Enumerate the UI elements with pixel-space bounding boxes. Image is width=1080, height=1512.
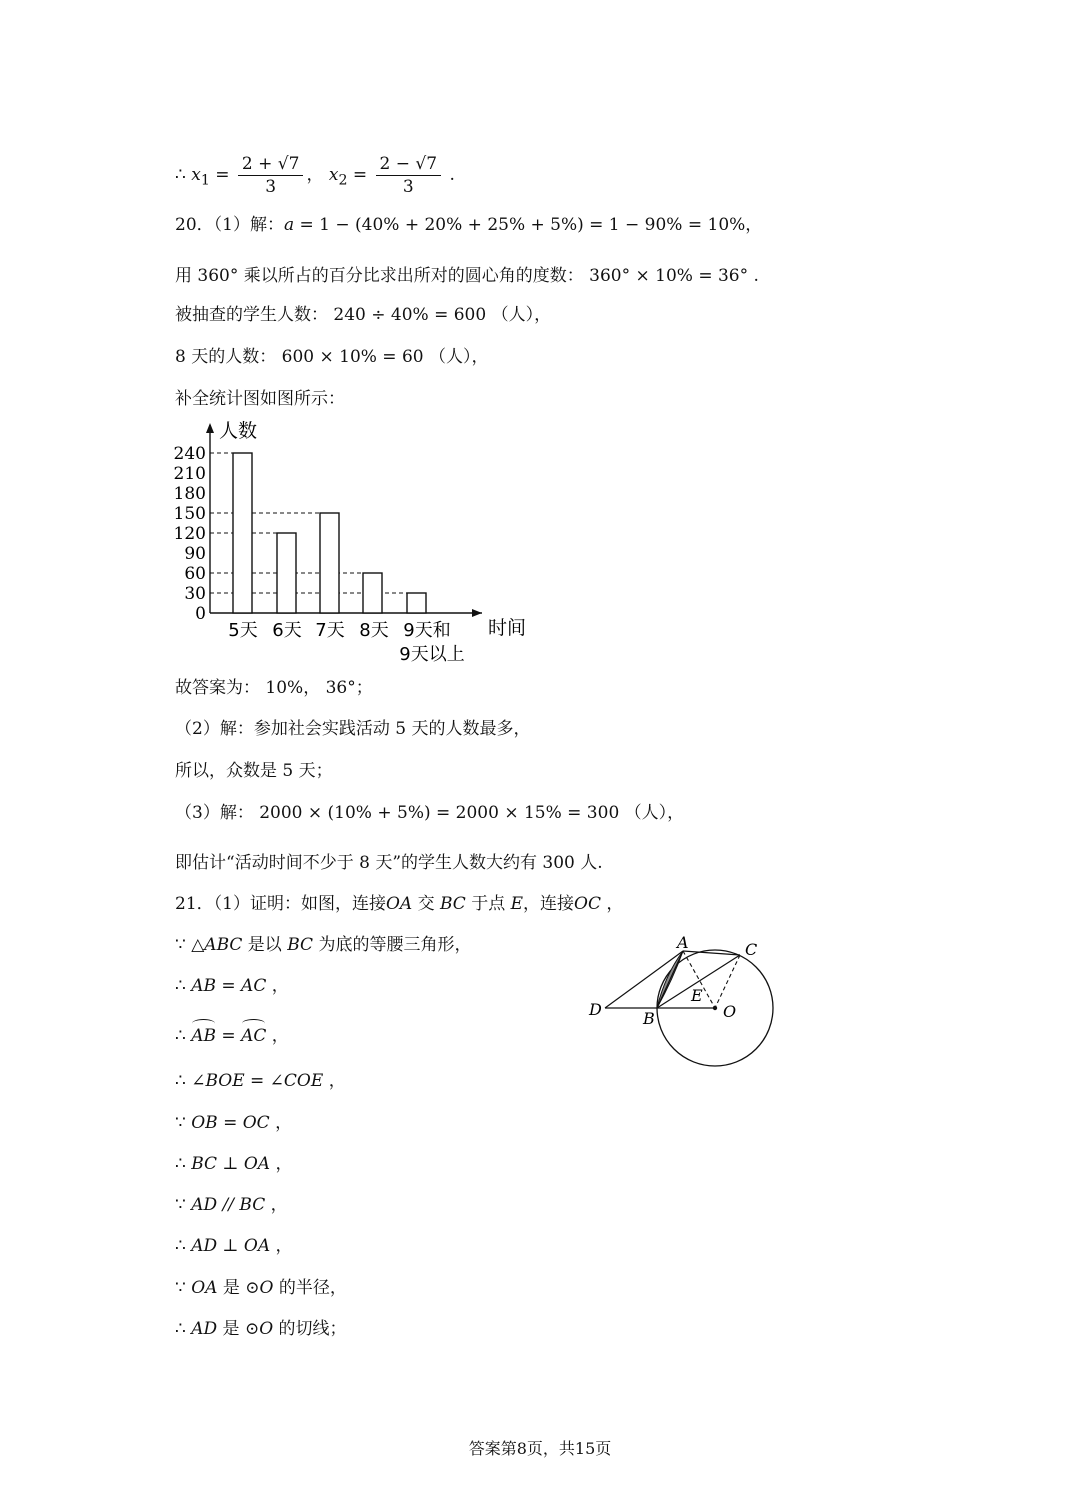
fraction-x1 xyxy=(238,154,304,197)
because-symbol: ∵ xyxy=(175,1113,192,1133)
numerator-x1: 2 + √7 xyxy=(238,154,304,176)
proof-step-6 xyxy=(175,1153,292,1175)
y-tick-label: 150 xyxy=(173,504,206,524)
math: BC ⊥ OA xyxy=(191,1154,271,1174)
math: OB = OC xyxy=(191,1113,270,1133)
text: ， xyxy=(266,1026,289,1046)
bar xyxy=(233,453,252,613)
q20-part3-line2: 即估计“活动时间不少于 8 天”的学生人数大约有 300 人. xyxy=(175,853,603,873)
geometry-figure xyxy=(585,935,785,1070)
because-symbol: ∵ xyxy=(175,1278,192,1298)
equals: = xyxy=(209,165,235,185)
fraction-x2 xyxy=(376,154,442,197)
var-x1: x xyxy=(191,165,201,185)
math: O xyxy=(259,1319,274,1339)
q21-heading-line xyxy=(175,893,623,915)
math: OA xyxy=(191,1278,218,1298)
text: ， xyxy=(270,1236,293,1256)
x-tick-label: 8天 xyxy=(359,620,389,641)
because-symbol: ∵ xyxy=(175,1195,192,1215)
x-tick-label: 5天 xyxy=(228,620,258,641)
arc-ab: AB xyxy=(191,1026,217,1046)
therefore-symbol: ∴ xyxy=(175,1154,192,1174)
text: 是 ⊙ xyxy=(217,1278,260,1298)
proof-step-7 xyxy=(175,1194,288,1216)
therefore-symbol: ∴ xyxy=(175,976,192,996)
math: AD ⊥ OA xyxy=(191,1236,271,1256)
y-tick-label: 0 xyxy=(195,604,206,624)
math: △ABC xyxy=(191,935,243,955)
equals: = xyxy=(347,165,373,185)
proof-step-10 xyxy=(175,1318,347,1340)
point-label-c: C xyxy=(745,940,758,959)
equals: = xyxy=(216,1026,242,1046)
x-tick-label: 7天 xyxy=(315,620,345,641)
bar xyxy=(320,513,339,613)
var-x2: x xyxy=(328,165,339,185)
proof-step-4 xyxy=(175,1070,346,1092)
point-o-dot xyxy=(713,1006,717,1010)
proof-step-9 xyxy=(175,1277,347,1299)
y-axis-label: 人数 xyxy=(219,420,258,442)
y-tick-label: 210 xyxy=(173,464,206,484)
figure-labels xyxy=(588,935,757,1028)
text: 的切线； xyxy=(273,1319,347,1339)
text: ， xyxy=(323,1071,346,1091)
therefore-symbol: ∴ xyxy=(175,1026,192,1046)
therefore-symbol: ∴ xyxy=(175,1319,192,1339)
y-axis-arrow xyxy=(206,423,214,433)
therefore-symbol: ∴ xyxy=(175,1071,192,1091)
denominator-x1: 3 xyxy=(265,177,277,197)
y-tick-label: 120 xyxy=(173,524,206,544)
text: ，连接 xyxy=(523,894,575,914)
q20-line3: 被抽查的学生人数： 240 ÷ 40% = 600 （人）， xyxy=(175,305,552,325)
q20-line1 xyxy=(175,214,762,236)
page-footer: 答案第8页，共15页 xyxy=(468,1439,612,1458)
text: 交 xyxy=(412,894,440,914)
q20-heading: 20．（1）解： xyxy=(175,215,284,235)
because-symbol: ∵ xyxy=(175,935,192,955)
q20-line2: 用 360° 乘以所占的百分比求出所对的圆心角的度数： 360° × 10% = 36° . xyxy=(175,266,759,286)
text: 是以 xyxy=(242,935,288,955)
point-label-e: E xyxy=(691,986,703,1005)
x-tick-label: 9天以上 xyxy=(399,644,465,665)
math: AD xyxy=(191,1319,218,1339)
y-tick-label: 180 xyxy=(173,484,206,504)
separator: ， xyxy=(306,165,329,185)
period: . xyxy=(444,165,455,185)
chart-y-ticks xyxy=(174,444,206,624)
proof-step-2 xyxy=(175,975,289,997)
var-a: a xyxy=(283,215,295,235)
chart-x-labels xyxy=(228,620,464,665)
q20-expression: = 1 − (40% + 20% + 25% + 5%) = 1 − 90% = 10%， xyxy=(294,215,763,235)
bar xyxy=(407,593,426,613)
x-tick-label: 6天 xyxy=(272,620,302,641)
sub-2: 2 xyxy=(338,172,348,189)
q20-line5: 补全统计图如图所示： xyxy=(175,389,345,409)
y-tick-label: 60 xyxy=(184,564,206,584)
point-label-d: D xyxy=(589,1000,602,1019)
arc-ac: AC xyxy=(241,1026,267,1046)
q21-heading: 21．（1）证明：如图，连接 xyxy=(175,894,386,914)
x-axis-arrow xyxy=(472,609,482,617)
bar xyxy=(277,533,296,613)
point-e: E xyxy=(510,894,524,914)
text: ， xyxy=(265,1195,288,1215)
q20-line4: 8 天的人数： 600 × 10% = 60 （人）， xyxy=(175,347,489,367)
math: ∠BOE = ∠COE xyxy=(191,1071,324,1091)
point-label-b: B xyxy=(643,1009,655,1028)
y-tick-label: 240 xyxy=(173,444,206,464)
proof-step-8 xyxy=(175,1235,293,1257)
denominator-x2: 3 xyxy=(402,177,414,197)
text: ， xyxy=(601,894,624,914)
roots-line xyxy=(175,148,455,207)
text: 是 ⊙ xyxy=(217,1319,260,1339)
y-tick-label: 30 xyxy=(184,584,206,604)
q20-part3-line1: （3）解： 2000 × (10% + 5%) = 2000 × 15% = 300 （人）， xyxy=(175,803,685,823)
text: ， xyxy=(266,976,289,996)
q20-part2-line2: 所以，众数是 5 天； xyxy=(175,761,333,781)
math: O xyxy=(259,1278,274,1298)
x-axis-label: 时间 xyxy=(488,617,527,639)
text: 为底的等腰三角形， xyxy=(313,935,472,955)
seg-bc: BC xyxy=(439,894,466,914)
x-tick-label: 9天和 xyxy=(403,620,451,641)
seg-oc: OC xyxy=(574,894,601,914)
math: AB = AC xyxy=(191,976,267,996)
text: ， xyxy=(269,1113,293,1133)
text: ， xyxy=(270,1154,293,1174)
bar-chart xyxy=(172,415,532,667)
math: AD // BC xyxy=(191,1195,266,1215)
point-label-o: O xyxy=(723,1002,737,1021)
q20-part2-line1: （2）解：参加社会实践活动 5 天的人数最多， xyxy=(175,719,531,739)
proof-step-5 xyxy=(175,1112,292,1134)
numerator-x2: 2 − √7 xyxy=(376,154,442,176)
math: BC xyxy=(287,935,314,955)
therefore-symbol: ∴ xyxy=(175,165,192,185)
y-tick-label: 90 xyxy=(184,544,206,564)
text: 的半径， xyxy=(273,1278,347,1298)
bar xyxy=(363,573,382,613)
seg-oa: OA xyxy=(385,894,413,914)
sub-1: 1 xyxy=(200,172,210,189)
q20-answer: 故答案为： 10%， 36°； xyxy=(175,678,373,698)
text: 于点 xyxy=(465,894,511,914)
proof-step-1 xyxy=(175,934,471,956)
proof-step-3 xyxy=(175,1025,289,1047)
point-label-a: A xyxy=(677,935,689,952)
therefore-symbol: ∴ xyxy=(175,1236,192,1256)
